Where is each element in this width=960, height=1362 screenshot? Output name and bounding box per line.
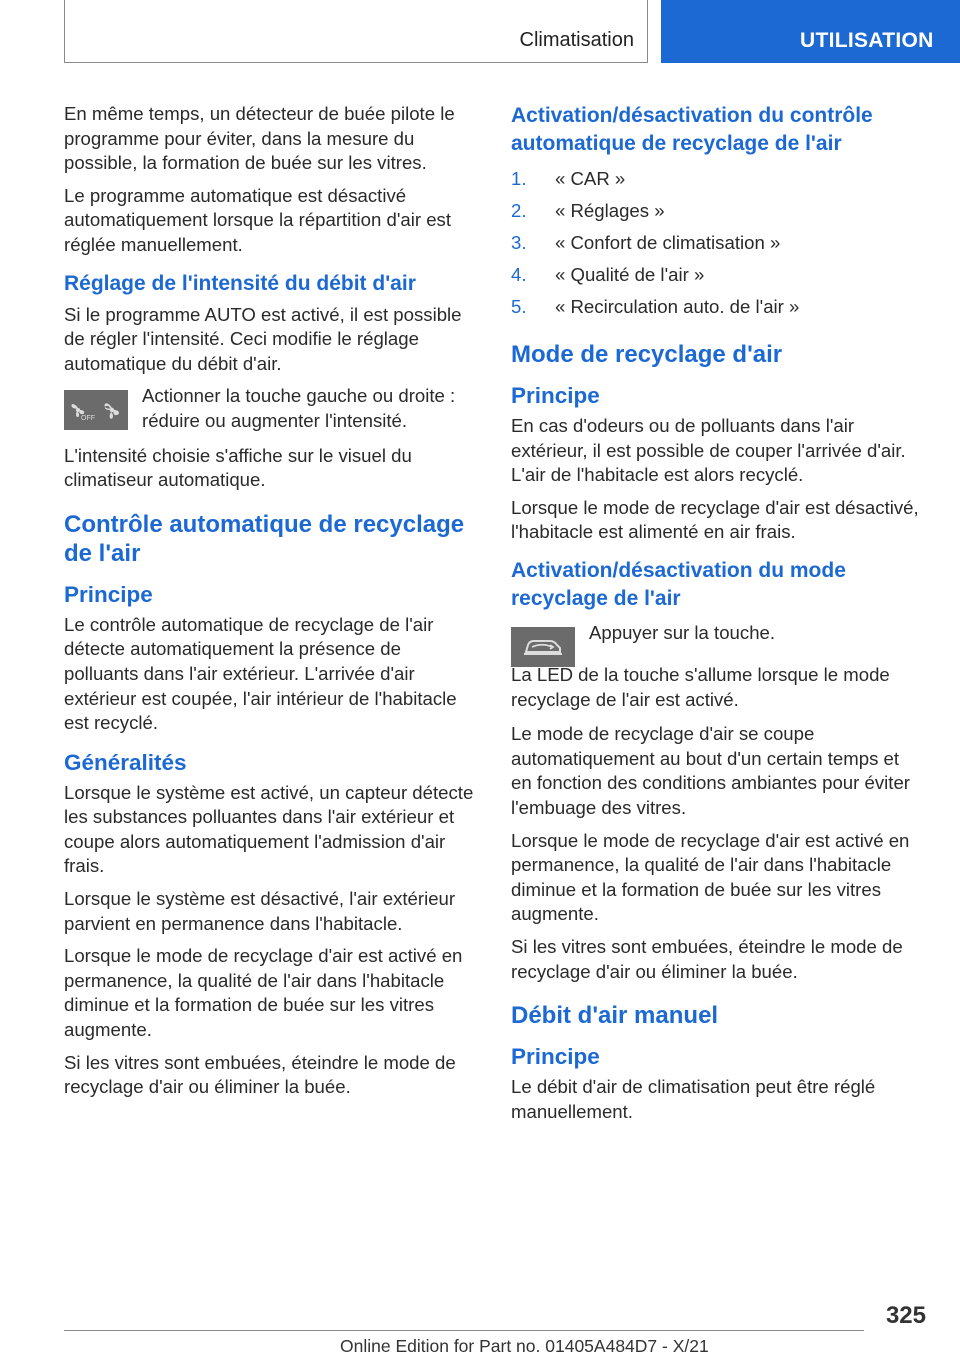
list-item: 1. « CAR » [511,168,626,189]
svg-text:OFF: OFF [81,415,95,423]
list-item: 4. « Qualité de l'air » [511,264,705,285]
heading-activation-auto: Activation/désactivation du contrôle automatique de recyclage de l'air [511,104,873,155]
heading-principe: Principe [64,581,153,607]
steps-list [511,163,923,323]
paragraph: La LED de la touche s'allume lorsque le mode recyclage de l'air est activé. [511,663,890,710]
heading-recirculation-mode: Mode de recyclage d'air [511,341,783,368]
heading-generalites: Généralités [64,749,187,775]
heading-activation-mode: Activation/désactivation du mode recyclage de l'air [511,558,846,610]
heading-manual-airflow: Débit d'air manuel [511,1002,719,1030]
heading-auto-recirculation: Contrôle automatique de recyclage de l'air [64,510,465,567]
page-number: 325 [885,1302,926,1329]
chapter-tab-label: UTILISATION [800,29,934,52]
edition-note: Online Edition for Part no. 01405A484D7 - X/21 [340,1336,709,1356]
paragraph: En cas d'odeurs ou de polluants dans l'air extérieur, il est possible de couper l'arrivée d'air. L'air de l'habitacle est alors recyclé. [511,415,906,486]
paragraph: Lorsque le système est activé, un capteur détecte les substances polluantes dans l'air extérieur et coupe alors automatiquement l'admission d'air frais. [64,781,474,877]
recirculation-instruction [511,621,923,667]
heading-principe: Principe [511,383,600,408]
paragraph: Lorsque le mode de recyclage d'air est activé en permanence, la qualité de l'air dans l'habitacle diminue et la formation de buée sur les vitres augmente. [64,945,463,1041]
heading-principe: Principe [511,1044,600,1070]
fan-instruction [64,384,476,433]
list-item: 2. « Réglages » [511,200,665,221]
section-title: Climatisation [519,29,634,51]
recirculation-instruction-text: Appuyer sur la touche. [589,621,776,643]
paragraph: Lorsque le système est désactivé, l'air extérieur parvient en permanence dans l'habitacle. [64,888,456,934]
heading-intensity: Réglage de l'intensité du débit d'air [64,271,416,295]
paragraph: L'intensité choisie s'affiche sur le visuel du climatiseur automatique. [64,444,412,491]
air-recirculation-icon [511,627,575,667]
paragraph: En même temps, un détecteur de buée pilote le programme pour éviter, dans la mesure du possible, la formation de buée sur les vitres. [64,103,455,174]
paragraph: Si le programme AUTO est activé, il est possible de régler l'intensité. Ceci modifie le réglage automatique du débit d'air. [64,303,462,374]
paragraph: Si les vitres sont embuées, éteindre le mode de recyclage d'air ou éliminer la buée. [511,935,903,982]
fan-icon [64,390,128,430]
list-item: 3. « Confort de climatisation » [511,232,781,253]
paragraph: Si les vitres sont embuées, éteindre le mode de recyclage d'air ou éliminer la buée. [64,1051,456,1098]
left-column [64,102,476,1108]
paragraph: Le programme automatique est désactivé automatiquement lorsque la répartition d'air est réglée manuellement. [64,184,452,255]
header-frame [64,0,648,63]
paragraph: Lorsque le mode de recyclage d'air est activé en permanence, la qualité de l'air dans l'habitacle diminue et la formation de buée sur les vitres augmente. [511,829,910,925]
fan-instruction-text: Actionner la touche gauche ou droite : réduire ou augmenter l'intensité. [142,385,456,431]
footer-divider [64,1330,864,1331]
paragraph: Le débit d'air de climatisation peut être réglé manuellement. [511,1076,876,1122]
paragraph: Lorsque le mode de recyclage d'air est désactivé, l'habitacle est alimenté en air frais. [511,496,919,543]
paragraph: Le contrôle automatique de recyclage de l'air détecte automatiquement la présence de polluants dans l'air extérieur. L'arrivée d'air extérieur est coupée, l'air intérieur de l'habitacle est recyclé. [64,613,457,734]
chapter-tab [661,0,960,63]
paragraph: Le mode de recyclage d'air se coupe automatiquement au bout d'un certain temps et en fonction des conditions ambiantes pour éviter l'embuage des vitres. [511,723,910,818]
right-column [511,102,923,1132]
list-item: 5. « Recirculation auto. de l'air » [511,296,800,317]
